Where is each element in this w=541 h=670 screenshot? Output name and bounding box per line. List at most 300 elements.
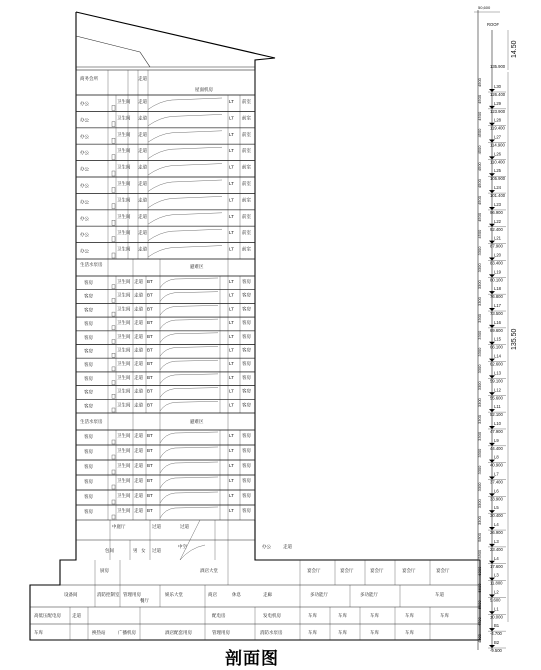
level-elev: -9.500 xyxy=(490,648,502,653)
podium-mid-3: 包间 xyxy=(105,548,114,553)
apt-toilet-label: 卫生间 xyxy=(117,279,131,284)
level-elev: 119.400 xyxy=(490,125,505,131)
podium-b1-4: 车库 xyxy=(308,613,317,618)
office-corridor-label: 走道 xyxy=(138,197,147,203)
apt-corridor-label: 走道 xyxy=(134,433,143,438)
office-room-label: 办公 xyxy=(80,248,89,254)
office-corridor-label: 走道 xyxy=(138,230,147,236)
level-dim: 3300 xyxy=(477,330,482,340)
level-dim: 4500 xyxy=(477,196,482,205)
level-name: L5 xyxy=(494,505,499,511)
apt-corridor-label: 走道 xyxy=(134,347,143,353)
apt-stair-label: BT xyxy=(147,388,153,394)
apt-toilet-label: 卫生间 xyxy=(117,374,131,380)
level-dim: 3300 xyxy=(477,364,482,374)
club-level xyxy=(76,70,255,95)
podium-l2-6: 宴会厅 xyxy=(436,568,450,573)
level-name: L30 xyxy=(494,84,501,89)
level-mark xyxy=(477,94,506,114)
apt-toilet-label: 卫生间 xyxy=(117,320,131,326)
podium-b1-5: 车库 xyxy=(338,613,347,618)
atrium-label: 中空 xyxy=(178,544,187,549)
level-name: L11 xyxy=(494,404,501,410)
apartment-floor xyxy=(76,372,255,386)
level-mark xyxy=(477,263,506,283)
level-dim: 5600 xyxy=(477,583,482,593)
level-name: L16 xyxy=(494,319,501,325)
apt-toilet-label: 卫生间 xyxy=(117,478,131,483)
level-name: L6 xyxy=(494,488,499,494)
apt-stair-label: BT xyxy=(147,320,153,326)
office-aux-label: 前室 xyxy=(242,213,251,219)
level-elev: 37.400 xyxy=(490,479,503,485)
level-name: L24 xyxy=(494,185,501,191)
level-elev: 30.400 xyxy=(490,513,503,519)
level-elev: 92.400 xyxy=(490,226,503,232)
level-name: L4 xyxy=(494,522,499,528)
apt-stair-label: BT xyxy=(147,433,153,438)
apt-room-label: 客房 xyxy=(84,464,93,469)
apt-corridor-label: 走道 xyxy=(134,478,143,483)
level-dim: 5600 xyxy=(477,600,482,610)
level-dim: 5800 xyxy=(477,549,482,559)
apt-service-label: 客房 xyxy=(242,347,251,353)
level-name: L7 xyxy=(494,471,499,477)
apt-room-label: 客房 xyxy=(84,280,93,285)
level-elev: 11.800 xyxy=(490,580,503,586)
apt-service-label: 客房 xyxy=(242,279,251,284)
apt-lift-label: LT xyxy=(229,292,234,298)
level-marks xyxy=(477,77,506,653)
level-dim: 3300 xyxy=(477,465,482,475)
office-lift-label: LT xyxy=(229,197,234,203)
level-dim: 4500 xyxy=(477,162,482,172)
office-aux-label: 前室 xyxy=(242,181,251,186)
level-mark xyxy=(477,445,506,468)
podium-l1-5: 商店 xyxy=(208,592,217,597)
podium-mid-8: 走道 xyxy=(283,544,292,549)
podium-l2-1: 酒店大堂 xyxy=(200,568,218,573)
mech-room-label: 屋面机房 xyxy=(195,87,213,92)
level-mark xyxy=(477,563,506,586)
apartment-floor xyxy=(76,386,255,400)
level-elev: ±0.000 xyxy=(490,614,503,620)
apt-stair-label: BT xyxy=(147,361,153,367)
apartment-floor xyxy=(76,399,255,413)
level-dim: 4800 xyxy=(477,634,482,643)
podium-b2-0: 车库 xyxy=(34,630,43,635)
apt-service-label: 客房 xyxy=(242,292,251,298)
level-name: L2 xyxy=(494,589,499,595)
apt-lift-label: LT xyxy=(229,493,234,498)
podium-l1-9: 休息 xyxy=(232,592,241,597)
office-lift-label: LT xyxy=(229,131,234,137)
apt-toilet-label: 卫生间 xyxy=(117,333,131,339)
apt-service-label: 客房 xyxy=(242,333,251,339)
level-mark xyxy=(477,633,506,653)
level-dim: 4500 xyxy=(477,212,482,222)
level-dim: 4700 xyxy=(477,617,482,627)
apt-room-label: 客房 xyxy=(84,348,93,354)
level-dim: 3300 xyxy=(477,313,482,323)
level-mark xyxy=(477,108,506,131)
apt-room-label: 客房 xyxy=(84,479,93,484)
level-elev: 76.800 xyxy=(490,294,503,300)
apt-lift-label: LT xyxy=(229,463,234,468)
office-floor xyxy=(76,210,255,226)
apt-room-label: 客房 xyxy=(84,403,93,409)
level-name: L21 xyxy=(494,235,501,241)
level-elev: 87.900 xyxy=(490,243,503,249)
apt-service-label: 客房 xyxy=(242,493,251,498)
apt-stair-label: BT xyxy=(147,478,153,483)
level-elev: 101.400 xyxy=(490,193,506,199)
level-elev: 83.400 xyxy=(490,260,503,266)
level-elev: 33.900 xyxy=(490,496,503,502)
podium-b2-6: 车库 xyxy=(308,630,317,635)
podium-l2-4: 宴会厅 xyxy=(370,568,384,573)
apartment-floor xyxy=(76,345,255,359)
office-corridor-label: 走道 xyxy=(138,246,147,252)
office-toilet-label: 卫生间 xyxy=(117,115,131,121)
apt-room-label: 客房 xyxy=(84,334,93,340)
tower-outline xyxy=(76,12,275,520)
level-dim: 3300 xyxy=(477,381,482,391)
podium-b2-8: 车库 xyxy=(370,630,379,635)
level-mark xyxy=(477,195,506,215)
level-dim: 3300 xyxy=(477,431,482,441)
podium-mid-1: 过道 xyxy=(152,524,161,529)
podium-mid-0: 中庭厅 xyxy=(112,524,126,529)
apt-corridor-label: 走道 xyxy=(134,320,143,326)
podium-l2-3: 宴会厅 xyxy=(340,568,354,573)
level-mark xyxy=(477,462,506,485)
apt-room-label: 客房 xyxy=(84,321,93,327)
apartment-floor xyxy=(76,276,255,290)
level-elev: 105.900 xyxy=(490,176,506,182)
level-elev: 26.900 xyxy=(490,530,503,536)
office-toilet-label: 卫生间 xyxy=(117,230,131,236)
office-corridor-label: 走道 xyxy=(138,131,147,137)
apt-corridor-label: 走道 xyxy=(134,361,143,367)
level-mark xyxy=(477,428,506,451)
office-floor xyxy=(76,193,255,209)
level-name: L17 xyxy=(494,303,501,309)
apt-toilet-label: 卫生间 xyxy=(117,508,131,513)
podium-l1-10: 车道 xyxy=(435,592,444,597)
apt-room-label: 客房 xyxy=(84,509,93,514)
apt-lift-label: LT xyxy=(229,508,234,513)
office-floor xyxy=(76,161,255,177)
roof-label: ROOF xyxy=(487,22,500,27)
office-corridor-label: 走道 xyxy=(138,115,147,121)
apt-stair-label: BT xyxy=(147,333,153,339)
business-club-label: 商务会所 xyxy=(80,76,98,81)
podium-l1-0: 设备间 xyxy=(64,592,78,597)
refuge-area-label: 避难区 xyxy=(190,264,204,269)
office-lift-label: LT xyxy=(229,213,234,219)
level-name: L29 xyxy=(494,100,501,106)
office-aux-label: 前室 xyxy=(242,164,251,170)
level-name: B2 xyxy=(494,640,500,645)
level-dim: 6300 xyxy=(477,566,482,576)
level-dim: 4500 xyxy=(477,229,482,239)
office-floor xyxy=(76,243,255,259)
level-dim: 3300 xyxy=(477,263,482,273)
level-mark xyxy=(477,361,506,384)
apt-lift-label: LT xyxy=(229,478,234,483)
podium-mid-6: 过道 xyxy=(152,548,161,553)
level-name: L3 xyxy=(494,538,499,544)
apt-lift-label: LT xyxy=(229,347,234,353)
apt-service-label: 客房 xyxy=(242,448,251,453)
level-mark xyxy=(477,414,506,434)
apt-corridor-label: 走道 xyxy=(134,374,143,380)
office-aux-label: 前室 xyxy=(242,246,251,252)
level-mark xyxy=(477,381,506,401)
apartment-floor xyxy=(76,430,255,445)
level-name: L25 xyxy=(494,168,501,174)
level-name: L13 xyxy=(494,370,501,376)
level-mark xyxy=(477,178,506,198)
office-floor xyxy=(76,111,255,127)
level-elev: 40.900 xyxy=(490,462,503,468)
apt-lift-label: LT xyxy=(229,306,234,312)
apt-toilet-label: 卫生间 xyxy=(117,306,131,312)
apt-toilet-label: 卫生间 xyxy=(117,448,131,453)
podium-b2-4: 管理用房 xyxy=(212,630,230,635)
level-mark xyxy=(477,600,506,620)
podium-mid-2: 过道 xyxy=(180,524,189,529)
level-name: L26 xyxy=(494,151,501,157)
office-aux-label: 前室 xyxy=(242,99,251,104)
apartment-floor xyxy=(76,460,255,475)
office-room-label: 办公 xyxy=(80,183,89,188)
level-elev: 80.100 xyxy=(490,277,503,283)
apt-stair-label: BT xyxy=(147,508,153,513)
level-dim: 3300 xyxy=(477,280,482,290)
apt-toilet-label: 卫生间 xyxy=(117,361,131,367)
podium-l1-2: 管理用房 xyxy=(123,592,141,597)
office-toilet-label: 卫生间 xyxy=(117,164,131,170)
level-mark xyxy=(477,243,506,266)
level-name: L22 xyxy=(494,218,501,224)
apt-corridor-label: 走道 xyxy=(134,493,143,498)
apt-room-label: 客房 xyxy=(84,375,93,381)
level-name: L28 xyxy=(494,117,501,123)
apt-service-label: 客房 xyxy=(242,320,251,326)
podium xyxy=(30,520,480,640)
level-mark xyxy=(477,344,506,367)
apartment-floor xyxy=(76,475,255,490)
apt-room-label: 客房 xyxy=(84,307,93,313)
level-dim: 3300 xyxy=(477,347,482,357)
apt-service-label: 客房 xyxy=(242,463,251,468)
level-elev: 17.600 xyxy=(490,563,503,569)
level-mark xyxy=(477,226,506,249)
drawing-title: 剖面图 xyxy=(225,649,279,668)
level-name: L1 xyxy=(494,606,499,612)
level-mark xyxy=(477,296,506,316)
refuge-level-upper xyxy=(76,259,255,276)
office-toilet-label: 卫生间 xyxy=(117,197,131,203)
level-elev: 96.900 xyxy=(490,209,503,215)
level-name: L14 xyxy=(494,353,501,359)
apt-lift-label: LT xyxy=(229,279,234,284)
apartment-floor xyxy=(76,317,255,331)
apt-toilet-label: 卫生间 xyxy=(117,433,131,438)
office-corridor-label: 走道 xyxy=(138,213,147,219)
apt-service-label: 客房 xyxy=(242,402,251,408)
apt-lift-label: LT xyxy=(229,402,234,408)
podium-b1-0: 高低压配电房 xyxy=(34,613,61,618)
podium-b2-1: 换热站 xyxy=(92,630,106,635)
apt-service-label: 客房 xyxy=(242,508,251,513)
apt-service-label: 客房 xyxy=(242,306,251,312)
level-mark xyxy=(477,125,506,148)
level-dim: 3300 xyxy=(477,415,482,424)
level-name: L9 xyxy=(494,437,499,443)
office-room-label: 办公 xyxy=(80,166,89,172)
apt-room-label: 客房 xyxy=(84,389,93,395)
apt-stair-label: BT xyxy=(147,279,153,284)
podium-b2-2: 广播机房 xyxy=(118,630,136,635)
podium-b1-1: 走道 xyxy=(72,613,81,618)
office-room-label: 办公 xyxy=(80,117,89,123)
apartment-floors xyxy=(76,276,255,520)
apt-service-label: 客房 xyxy=(242,433,251,438)
podium-b1-6: 车库 xyxy=(370,613,379,618)
level-dim: 4500 xyxy=(477,145,482,155)
apt-lift-label: LT xyxy=(229,448,234,453)
level-dim: 3300 xyxy=(477,482,482,492)
podium-b2-5: 消防水泵房 xyxy=(260,630,283,635)
apt-room-label: 客房 xyxy=(84,362,93,368)
level-name: L12 xyxy=(494,387,501,393)
level-dim: 5800 xyxy=(477,533,482,542)
podium-b1-2: 发电机房 xyxy=(263,613,281,618)
level-dim: 4500 xyxy=(477,94,482,104)
level-mark xyxy=(477,616,506,636)
level-mark xyxy=(477,162,506,182)
apt-corridor-label: 走道 xyxy=(134,306,143,312)
apt-service-label: 客房 xyxy=(242,374,251,380)
level-elev: 110.400 xyxy=(490,159,505,165)
apt-toilet-label: 卫生间 xyxy=(117,402,131,408)
podium-mid-4: 男 xyxy=(133,548,138,553)
apt-toilet-label: 卫生间 xyxy=(117,388,131,394)
apt-stair-label: BT xyxy=(147,463,153,468)
office-room-label: 办公 xyxy=(80,232,89,238)
level-elev: 5.600 xyxy=(490,597,501,603)
level-elev: 114.900 xyxy=(490,142,505,148)
apt-stair-label: BT xyxy=(147,448,153,453)
refuge-area-label-2: 避难区 xyxy=(190,419,204,424)
office-lift-label: LT xyxy=(229,181,234,186)
level-dim: 4500 xyxy=(477,78,482,87)
podium-b1-8: 车库 xyxy=(440,613,449,618)
level-elev: 23.400 xyxy=(490,546,503,552)
level-dim: 3300 xyxy=(477,246,482,256)
office-toilet-label: 卫生间 xyxy=(117,246,131,252)
office-toilet-label: 卫生间 xyxy=(117,213,131,219)
roof-elev: 135.900 xyxy=(490,64,506,69)
podium-l2-0: 厨房 xyxy=(100,568,109,573)
office-aux-label: 前室 xyxy=(242,148,251,154)
office-floors xyxy=(76,95,255,259)
office-aux-label: 前室 xyxy=(242,131,251,137)
level-mark xyxy=(477,77,506,97)
apt-corridor-label: 走道 xyxy=(134,333,143,339)
podium-l1-3: 餐厅 xyxy=(140,598,149,603)
apt-room-label: 客房 xyxy=(84,449,93,454)
level-dim: 4500 xyxy=(477,111,482,121)
level-dim: 4500 xyxy=(477,128,482,138)
level-elev: 44.400 xyxy=(490,445,503,451)
level-mark xyxy=(477,327,506,350)
level-dim: 3300 xyxy=(477,398,482,408)
podium-mid-5: 女 xyxy=(141,548,146,553)
office-room-label: 办公 xyxy=(80,150,89,156)
apt-stair-label: BT xyxy=(147,347,153,353)
apartment-floor xyxy=(76,331,255,345)
level-elev: 66.100 xyxy=(490,344,503,350)
office-aux-label: 前室 xyxy=(242,197,251,203)
office-corridor-label: 走道 xyxy=(138,99,147,104)
podium-b2-7: 车库 xyxy=(338,630,347,635)
level-mark xyxy=(477,280,506,300)
level-elev: 126.400 xyxy=(490,92,506,97)
level-name: L15 xyxy=(494,336,501,342)
level-dim: 4500 xyxy=(477,179,482,189)
office-lift-label: LT xyxy=(229,230,234,236)
level-name: L20 xyxy=(494,252,501,258)
level-dim: 3300 xyxy=(477,499,482,509)
apt-service-label: 客房 xyxy=(242,361,251,367)
office-room-label: 办公 xyxy=(80,101,89,106)
office-lift-label: LT xyxy=(229,99,234,104)
level-dim: 3300 xyxy=(477,516,482,526)
office-toilet-label: 卫生间 xyxy=(117,131,131,137)
podium-l1-8: 多功能厅 xyxy=(360,592,378,597)
office-corridor-label: 走道 xyxy=(138,148,147,154)
apt-corridor-label: 走道 xyxy=(134,279,143,284)
apt-corridor-label: 走道 xyxy=(134,508,143,513)
level-elev: 47.900 xyxy=(490,428,503,434)
level-name: L8 xyxy=(494,454,499,460)
podium-b1-7: 车库 xyxy=(405,613,414,618)
apt-corridor-label: 走道 xyxy=(134,463,143,468)
level-name: L23 xyxy=(494,201,501,207)
office-room-label: 办公 xyxy=(80,133,89,139)
podium-b2-9: 车库 xyxy=(405,630,414,635)
apartment-floor xyxy=(76,290,255,304)
level-elev: 59.100 xyxy=(490,378,503,384)
apartment-floor xyxy=(76,490,255,505)
level-dim: 3300 xyxy=(477,297,482,307)
podium-b2-3: 酒店配套用房 xyxy=(165,630,192,635)
office-aux-label: 前室 xyxy=(242,115,251,121)
office-floor xyxy=(76,128,255,144)
apt-room-label: 客房 xyxy=(84,293,93,299)
apt-toilet-label: 卫生间 xyxy=(117,292,131,298)
level-name: L18 xyxy=(494,286,501,292)
level-mark xyxy=(477,532,506,552)
level-mark xyxy=(477,499,506,519)
refuge-pump-label-2: 生活水泵房 xyxy=(80,419,103,424)
apt-stair-label: BT xyxy=(147,493,153,498)
level-elev: 55.600 xyxy=(490,395,503,401)
